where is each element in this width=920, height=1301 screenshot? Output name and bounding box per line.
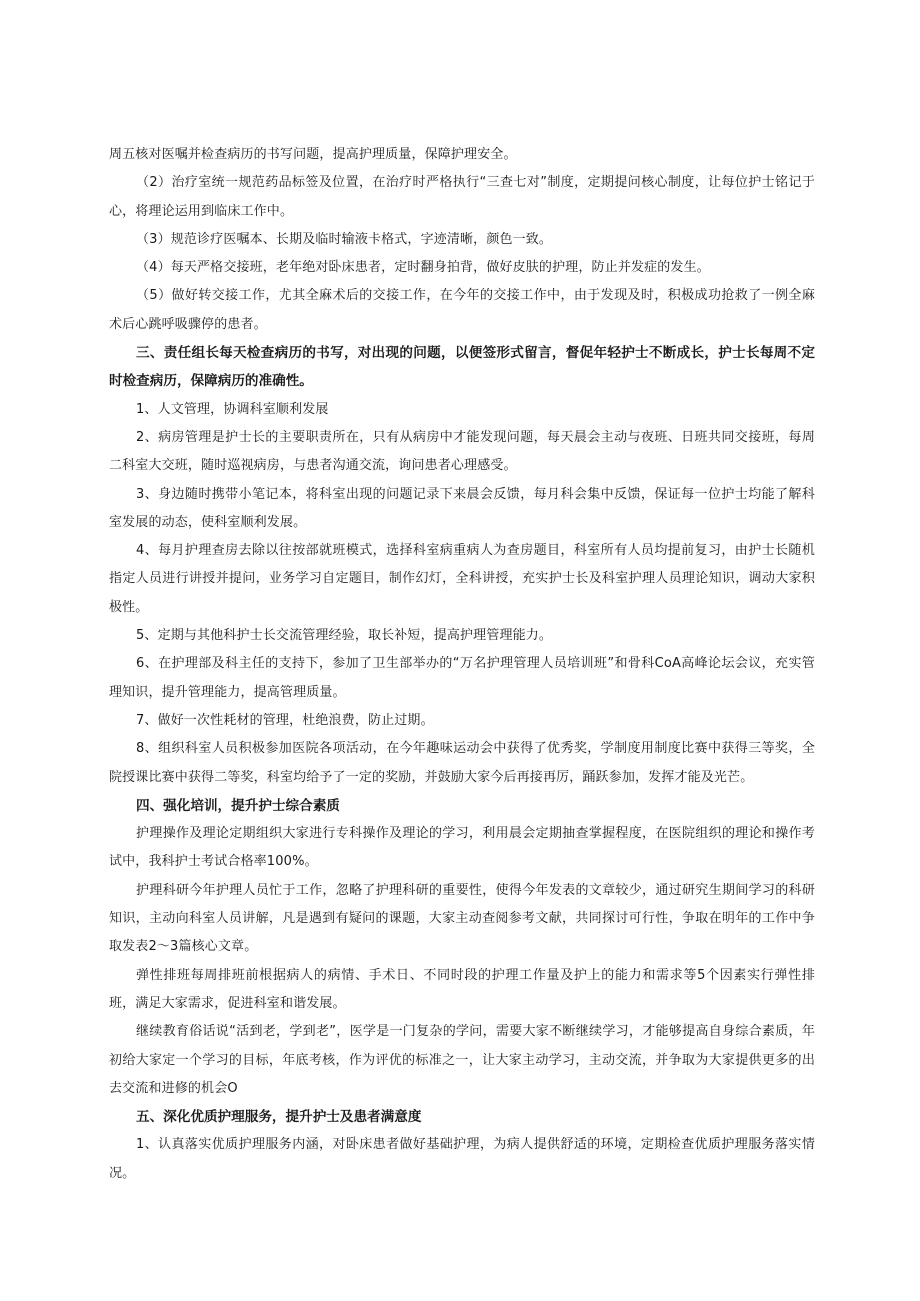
paragraph: 1、人文管理，协调科室顺利发展 bbox=[136, 401, 329, 417]
paragraph: 5、定期与其他科护士长交流管理经验，取长补短，提高护理管理能力。 bbox=[136, 628, 553, 644]
section-heading: 五、深化优质护理服务，提升护士及患者满意度 bbox=[136, 1109, 422, 1126]
paragraph: 3、身边随时携带小笔记本，将科室出现的问题记录下来晨会反馈，每月科会集中反馈，保证每一位护士均能了解科室发展的动态，使科室顺利发展。 bbox=[109, 486, 815, 530]
paragraph: 护理操作及理论定期组织大家进行专科操作及理论的学习，利用晨会定期抽查掌握程度，在医院组织的理论和操作考试中，我科护士考试合格率100%。 bbox=[109, 826, 815, 870]
section-heading: 三、责任组长每天检查病历的书写，对出现的问题，以便签形式留言，督促年轻护士不断成长，护士长每周不定时检查病历，保障病历的准确性。 bbox=[109, 345, 815, 390]
paragraph: （3）规范诊疗医嘱本、长期及临时输液卡格式，字迹清晰，颜色一致。 bbox=[136, 231, 553, 247]
paragraph: （5）做好转交接工作，尤其全麻术后的交接工作，在今年的交接工作中，由于发现及时，积极成功抢救了一例全麻术后心跳呼吸骤停的患者。 bbox=[109, 288, 815, 332]
paragraph: 1、认真落实优质护理服务内涵，对卧床患者做好基础护理，为病人提供舒适的环境，定期检查优质护理服务落实情况。 bbox=[109, 1137, 815, 1181]
paragraph: 护理科研今年护理人员忙于工作，忽略了护理科研的重要性，使得今年发表的文章较少，通过研究生期间学习的科研知识，主动向科室人员讲解，凡是遇到有疑问的课题，大家主动查阅参考文献，共同探讨可行性，争取在明年的工作中争取发表2～3篇核心文章。 bbox=[109, 882, 815, 955]
section-heading: 四、强化培训，提升护士综合素质 bbox=[136, 797, 340, 814]
paragraph: 8、组织科室人员积极参加医院各项活动，在今年趣味运动会中获得了优秀奖，学制度用制度比赛中获得三等奖，全院授课比赛中获得二等奖，科室均给予了一定的奖励，并鼓励大家今后再接再厉，踊跃参加，发挥才能及光芒。 bbox=[109, 741, 815, 785]
paragraph: 2、病房管理是护士长的主要职责所在，只有从病房中才能发现问题，每天晨会主动与夜班、日班共同交接班，每周二科室大交班，随时巡视病房，与患者沟通交流，询问患者心理感受。 bbox=[109, 429, 815, 474]
paragraph: 7、做好一次性耗材的管理，杜绝浪费，防止过期。 bbox=[136, 712, 434, 728]
paragraph: 弹性排班每周排班前根据病人的病情、手术日、不同时段的护理工作量及护上的能力和需求等5个因素实行弹性排班，满足大家需求，促进科室和谐发展。 bbox=[109, 967, 815, 1011]
paragraph: 继续教育俗话说“活到老，学到老”，医学是一门复杂的学问，需要大家不断继续学习，才能够提高自身综合素质，年初给大家定一个学习的目标，年底考核，作为评优的标准之一，让大家主动学习，主动交流，并争取为大家提供更多的出去交流和进修的机会O bbox=[109, 1024, 815, 1096]
paragraph: （4）每天严格交接班，老年绝对卧床患者，定时翻身拍背，做好皮肤的护理，防止并发症的发生。 bbox=[136, 260, 710, 276]
paragraph: （2）治疗室统一规范药品标签及位置，在治疗时严格执行“三查七对”制度，定期提问核心制度，让每位护士铭记于心，将理论运用到临床工作中。 bbox=[109, 175, 815, 219]
paragraph: 周五核对医嘱并检查病历的书写问题，提高护理质量，保障护理安全。 bbox=[109, 147, 517, 162]
paragraph: 4、每月护理查房去除以往按部就班模式，选择科室病重病人为查房题目，科室所有人员均提前复习，由护士长随机指定人员进行讲授并提问，业务学习自定题目，制作幻灯，全科讲授，充实护士长及科室护理人员理论知识，调动大家积极性。 bbox=[109, 543, 815, 615]
document-page bbox=[109, 141, 815, 1188]
paragraph: 6、在护理部及科主任的支持下，参加了卫生部举办的“万名护理管理人员培训班”和骨科CoA高峰论坛会议，充实管理知识，提升管理能力，提高管理质量。 bbox=[109, 656, 815, 700]
